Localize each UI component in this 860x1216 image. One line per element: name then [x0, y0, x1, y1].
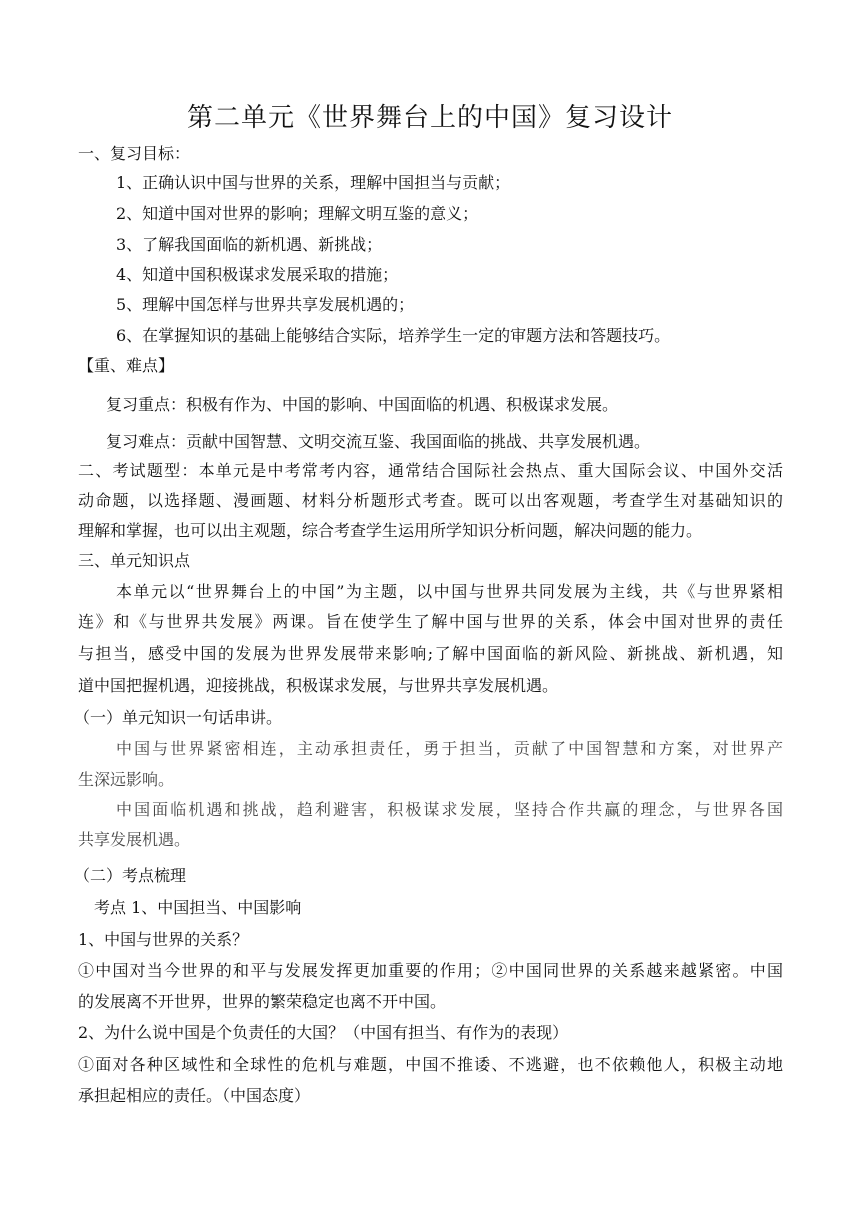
exam-type-line: 二、考试题型：本单元是中考常考内容，通常结合国际社会热点、重大国际会议、中国外交活 — [78, 461, 783, 480]
knowledge-intro-line: 连》和《与世界共发展》两课。旨在使学生了解中国与世界的关系，体会中国对世界的责任 — [78, 612, 783, 631]
goal-item: 2、知道中国对世界的影响；理解文明互鉴的意义； — [116, 204, 479, 223]
goals-heading: 一、复习目标： — [78, 144, 191, 163]
goal-item: 4、知道中国积极谋求发展采取的措施； — [116, 265, 399, 284]
summary-line: 中国面临机遇和挑战，趋利避害，积极谋求发展，坚持合作共赢的理念，与世界各国 — [116, 800, 783, 819]
review-difficulty: 复习难点：贡献中国智慧、文明交流互鉴、我国面临的挑战、共享发展机遇。 — [106, 432, 651, 451]
goal-item: 1、正确认识中国与世界的关系，理解中国担当与贡献； — [116, 173, 511, 192]
exam-type-line: 动命题，以选择题、漫画题、材料分析题形式考查。既可以出客观题，考查学生对基础知识的 — [78, 491, 783, 510]
knowledge-intro-line: 本单元以“世界舞台上的中国”为主题，以中国与世界共同发展为主线，共《与世界紧相 — [116, 582, 783, 601]
subsection-heading: （一）单元知识一句话串讲。 — [74, 708, 283, 727]
answer-line: 承担起相应的责任。（中国态度） — [78, 1086, 311, 1105]
question: 1、中国与世界的关系？ — [78, 930, 249, 949]
answer-line: ①面对各种区域性和全球性的危机与难题，中国不推诿、不逃避，也不依赖他人，积极主动地 — [78, 1055, 783, 1074]
subsection-heading: （二）考点梳理 — [74, 866, 187, 885]
exam-type-line: 理解和掌握，也可以出主观题，综合考查学生运用所学知识分析问题，解决问题的能力。 — [78, 521, 703, 540]
summary-line: 生深远影响。 — [78, 770, 175, 789]
key-points-heading: 【重、难点】 — [78, 356, 175, 375]
summary-line: 中国与世界紧密相连，主动承担责任，勇于担当，贡献了中国智慧和方案，对世界产 — [116, 739, 783, 758]
answer-line: ①中国对当今世界的和平与发展发挥更加重要的作用；②中国同世界的关系越来越紧密。中国 — [78, 961, 783, 980]
review-focus: 复习重点：积极有作为、中国的影响、中国面临的机遇、积极谋求发展。 — [106, 395, 619, 414]
answer-line: 的发展离不开世界，世界的繁荣稳定也离不开中国。 — [78, 992, 447, 1011]
document-title: 第二单元《世界舞台上的中国》复习设计 — [186, 103, 673, 133]
knowledge-heading: 三、单元知识点 — [78, 551, 191, 570]
knowledge-intro-line: 与担当，感受中国的发展为世界发展带来影响;了解中国面临的新风险、新挑战、新机遇，知 — [78, 644, 783, 663]
goal-item: 6、在掌握知识的基础上能够结合实际，培养学生一定的审题方法和答题技巧。 — [116, 326, 671, 345]
question: 2、为什么说中国是个负责任的大国？（中国有担当、有作为的表现） — [78, 1023, 569, 1042]
exam-point-heading: 考点 1、中国担当、中国影响 — [94, 898, 302, 917]
goal-item: 3、了解我国面临的新机遇、新挑战； — [116, 235, 383, 254]
knowledge-intro-line: 道中国把握机遇，迎接挑战，积极谋求发展，与世界共享发展机遇。 — [78, 676, 559, 695]
summary-line: 共享发展机遇。 — [78, 830, 191, 849]
goal-item: 5、理解中国怎样与世界共享发展机遇的； — [116, 295, 415, 314]
